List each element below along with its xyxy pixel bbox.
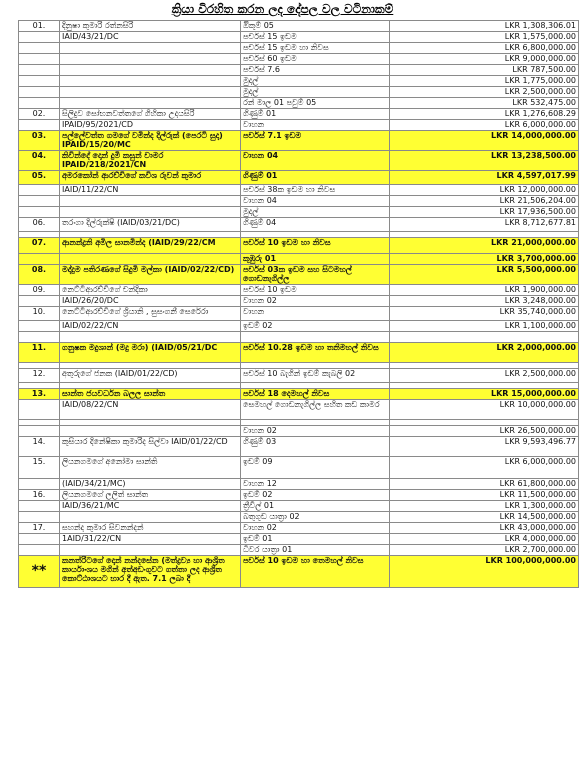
row-number: 17.: [19, 523, 60, 534]
asset-description: කුඹුරු 01: [241, 254, 390, 265]
table-row: [19, 556, 579, 588]
row-number: [19, 207, 60, 218]
row-number: [19, 501, 60, 512]
suspect-name: කිවින්දේ දොන් දුමි කසුන් චාමර IPAID/218/2021/CN: [60, 151, 241, 171]
suspect-name: ලියනගමගේ අනෝමා සාන්ති: [60, 457, 241, 479]
row-number: 07.: [19, 238, 60, 254]
asset-value: LKR 1,276,608.29: [390, 109, 579, 120]
table-row: [19, 21, 579, 32]
row-number: [19, 534, 60, 545]
asset-value: LKR 14,500,000.00: [390, 512, 579, 523]
asset-description: වාහන 04: [241, 151, 390, 171]
row-number: [19, 400, 60, 420]
asset-value: LKR 15,000,000.00: [390, 389, 579, 400]
table-row: [19, 534, 579, 545]
assets-table: [18, 20, 579, 588]
asset-value: LKR 14,000,000.00: [390, 131, 579, 151]
table-row: [19, 457, 579, 479]
asset-value: LKR 1,900,000.00: [390, 285, 579, 296]
row-number: 12.: [19, 369, 60, 383]
row-number: 14.: [19, 437, 60, 457]
suspect-name: [60, 87, 241, 98]
suspect-name: සහන්ද කුමාර සිවනන්දන්: [60, 523, 241, 534]
table-row: [19, 437, 579, 457]
asset-description: පර්චස් 10.28 ඉඩම හා තනිමහල් නිවස: [241, 343, 390, 363]
suspect-name: IAID/08/22/CN: [60, 400, 241, 420]
asset-description: වාහන 02: [241, 523, 390, 534]
asset-description: ගිණුම් 01: [241, 109, 390, 120]
asset-value: LKR 100,000,000.00: [390, 556, 579, 588]
table-row: [19, 218, 579, 232]
row-number: 11.: [19, 343, 60, 363]
suspect-name: නෙට්ටිආරච්චිගේ චන්දිකා: [60, 285, 241, 296]
suspect-name: [60, 43, 241, 54]
asset-value: LKR 17,936,500.00: [390, 207, 579, 218]
suspect-name: [60, 254, 241, 265]
asset-value: LKR 43,000,000.00: [390, 523, 579, 534]
asset-description: පර්චස් 18 දෙමහල් නිවස: [241, 389, 390, 400]
row-number: 15.: [19, 457, 60, 479]
suspect-name: IAID/26/20/DC: [60, 296, 241, 307]
row-number: [19, 98, 60, 109]
suspect-name: පල්ලේවත්ත ගමගේ වමින්ද දිල්රුක් (පෙරටි සුදා) IPAID/15/20/MC: [60, 131, 241, 151]
table-row: [19, 207, 579, 218]
asset-value: LKR 13,238,500.00: [390, 151, 579, 171]
asset-description: බතුගුඩ යාත්‍රා 02: [241, 512, 390, 523]
table-row: [19, 265, 579, 285]
asset-value: LKR 2,700,000.00: [390, 545, 579, 556]
suspect-name: [60, 196, 241, 207]
table-row: [19, 426, 579, 437]
table-row: [19, 343, 579, 363]
assets-table-body: [19, 21, 579, 588]
suspect-name: ලියනගමගේ ලලිත් සාන්ත: [60, 490, 241, 501]
asset-description: පර්චස් 03ක ඉඩම සහ සිටමහල් ගොඩනැගිල්ල: [241, 265, 390, 285]
table-row: [19, 196, 579, 207]
row-number: 03.: [19, 131, 60, 151]
asset-value: LKR 61,800,000.00: [390, 479, 579, 490]
asset-description: පර්චස් 7.6: [241, 65, 390, 76]
suspect-name: ආනන්ද්‍රනි අමිල සානමින්ද (IAID/29/22/CM: [60, 238, 241, 254]
table-row: [19, 131, 579, 151]
table-row: [19, 43, 579, 54]
asset-value: LKR 1,308,306.01: [390, 21, 579, 32]
suspect-name: IAID/36/21/MC: [60, 501, 241, 512]
suspect-name: [60, 332, 241, 343]
table-row: [19, 389, 579, 400]
row-number: 08.: [19, 265, 60, 285]
asset-description: පර්චස් 10 ඉඩම: [241, 285, 390, 296]
asset-value: [390, 332, 579, 343]
asset-description: පර්චස් 60 ඉඩම: [241, 54, 390, 65]
table-row: [19, 501, 579, 512]
table-row: [19, 109, 579, 120]
row-number: 02.: [19, 109, 60, 120]
suspect-name: නෙට්ටිආරච්චිගේ ශ්‍රියානි , සුසංගනී සෙරේරා: [60, 307, 241, 321]
asset-value: LKR 5,500,000.00: [390, 265, 579, 285]
asset-value: LKR 532,475.00: [390, 98, 579, 109]
asset-description: [241, 332, 390, 343]
row-number: 10.: [19, 307, 60, 321]
suspect-name: ගනුෂක මදුශාන් (මදු මරා) (IAID/05/21/DC: [60, 343, 241, 363]
asset-value: LKR 4,000,000.00: [390, 534, 579, 545]
asset-description: මුදල්: [241, 207, 390, 218]
suspect-name: අමරකෝන් ආරච්චිගේ කවිශ රුවන් කුමාර: [60, 171, 241, 185]
asset-description: ත්‍රීවීල් 01: [241, 501, 390, 512]
asset-value: LKR 6,800,000.00: [390, 43, 579, 54]
asset-description: ඉඩම් 02: [241, 321, 390, 332]
asset-description: පර්චස් 10 ඉඩම හා තෙමහල් නිවස: [241, 556, 390, 588]
row-number: 04.: [19, 151, 60, 171]
table-row: [19, 479, 579, 490]
asset-value: LKR 1,100,000.00: [390, 321, 579, 332]
table-row: [19, 332, 579, 343]
asset-description: ඉඩම් 02: [241, 490, 390, 501]
suspect-name: [60, 207, 241, 218]
suspect-name: කුසියාර දිනේෂිකා කුමාරිද සිල්වා IAID/01/22/CD: [60, 437, 241, 457]
asset-description: වාහන 04: [241, 196, 390, 207]
asset-value: LKR 35,740,000.00: [390, 307, 579, 321]
suspect-name: IAID/43/21/DC: [60, 32, 241, 43]
table-row: [19, 490, 579, 501]
asset-value: LKR 1,775,000.00: [390, 76, 579, 87]
table-row: [19, 285, 579, 296]
row-number: 16.: [19, 490, 60, 501]
suspect-name: [60, 98, 241, 109]
row-number: [19, 479, 60, 490]
table-row: [19, 523, 579, 534]
row-number: [19, 87, 60, 98]
row-number: [19, 426, 60, 437]
row-number: [19, 321, 60, 332]
asset-value: LKR 2,000,000.00: [390, 343, 579, 363]
asset-description: සෙමහල් ගොඩනැගිල්ල සහිත කඩ කාමර: [241, 400, 390, 420]
suspect-name: 1AID/31/22/CN: [60, 534, 241, 545]
table-row: [19, 321, 579, 332]
table-row: [19, 238, 579, 254]
suspect-name: IAID/02/22/CN: [60, 321, 241, 332]
row-number: [19, 120, 60, 131]
suspect-name: IPAID/95/2021/CD: [60, 120, 241, 131]
asset-value: LKR 21,000,000.00: [390, 238, 579, 254]
asset-value: LKR 2,500,000.00: [390, 369, 579, 383]
asset-value: LKR 787,500.00: [390, 65, 579, 76]
table-row: [19, 120, 579, 131]
row-number: [19, 65, 60, 76]
document-title: ක්‍රියා විරහිත කරන ලද දේපල වල වටිනාකම්: [171, 2, 394, 16]
asset-description: ගිණුම් 03: [241, 437, 390, 457]
asset-description: ගිණුම් 04: [241, 218, 390, 232]
table-row: [19, 254, 579, 265]
asset-description: පර්චස් 15 ඉඩම: [241, 32, 390, 43]
row-number: [19, 254, 60, 265]
asset-description: වාහන: [241, 307, 390, 321]
table-row: [19, 369, 579, 383]
table-row: [19, 54, 579, 65]
row-number: [19, 32, 60, 43]
suspect-name: (IAID/34/21/MC): [60, 479, 241, 490]
asset-value: LKR 8,712,677.81: [390, 218, 579, 232]
suspect-name: [60, 54, 241, 65]
asset-description: ගිණුම් 01: [241, 171, 390, 185]
table-row: [19, 65, 579, 76]
row-number: [19, 332, 60, 343]
suspect-name: [60, 76, 241, 87]
suspect-name: [60, 545, 241, 556]
asset-description: පර්චස් 15 ඉඩම හා නිවස: [241, 43, 390, 54]
table-row: [19, 512, 579, 523]
suspect-name: [60, 65, 241, 76]
asset-value: LKR 1,300,000.00: [390, 501, 579, 512]
suspect-name: කනත්රිටගේ දොන් නන්දසේන (මත්ද්‍රව්‍ය හා ආශ්‍රිත කාර්යාංශය මගින් අත්අඩංගුවට ගත්තා ලද ආශ්‍රිත කොට්ඨාශයට භාර දී ඇත. 7.1 ලබා දී: [60, 556, 241, 588]
asset-value: LKR 2,500,000.00: [390, 87, 579, 98]
table-row: [19, 87, 579, 98]
row-number: 06.: [19, 218, 60, 232]
asset-description: පර්චස් 38ක ඉඩම හා නිවස: [241, 185, 390, 196]
asset-value: LKR 3,248,000.00: [390, 296, 579, 307]
row-number: [19, 43, 60, 54]
asset-description: වාහන 12: [241, 479, 390, 490]
table-row: [19, 545, 579, 556]
suspect-name: දිනුෂා කුමාරි රත්නසිරි: [60, 21, 241, 32]
suspect-name: අතුරුගේ ජනක (IAID/01/22/CD): [60, 369, 241, 383]
row-number: [19, 196, 60, 207]
asset-value: LKR 6,000,000.00: [390, 120, 579, 131]
asset-value: LKR 4,597,017.99: [390, 171, 579, 185]
row-number: 01.: [19, 21, 60, 32]
asset-value: LKR 11,500,000.00: [390, 490, 579, 501]
asset-value: LKR 12,000,000.00: [390, 185, 579, 196]
row-number: [19, 54, 60, 65]
asset-value: LKR 21,506,204.00: [390, 196, 579, 207]
row-number: [19, 76, 60, 87]
table-row: [19, 185, 579, 196]
row-number: 09.: [19, 285, 60, 296]
table-row: [19, 296, 579, 307]
asset-value: LKR 6,000,000.00: [390, 457, 579, 479]
suspect-name: සිලිදුව සෝභනවත්තගේ ගිහිකා උදයසිරි: [60, 109, 241, 120]
table-row: [19, 32, 579, 43]
row-number: [19, 185, 60, 196]
table-row: [19, 151, 579, 171]
asset-description: වාහන 02: [241, 296, 390, 307]
suspect-name: [60, 426, 241, 437]
row-number: [19, 296, 60, 307]
asset-description: මුදල්: [241, 87, 390, 98]
asset-value: LKR 9,593,496.77: [390, 437, 579, 457]
suspect-name: සාන්ත ජයවර්ධන බලල සාන්ත: [60, 389, 241, 400]
suspect-name: [60, 512, 241, 523]
row-number: [19, 512, 60, 523]
asset-description: මුදල්: [241, 76, 390, 87]
row-number: [19, 545, 60, 556]
asset-description: පර්චස් 10 බැගින් ඉඩම් කැබලි 02: [241, 369, 390, 383]
asset-description: ඉඩම් 01: [241, 534, 390, 545]
table-row: [19, 98, 579, 109]
asset-description: පර්චස් 10 ඉඩම හා නිවස: [241, 238, 390, 254]
row-number: 05.: [19, 171, 60, 185]
suspect-name: තරංගා දිල්රුක්ෂි (IAID/03/21/DC): [60, 218, 241, 232]
suspect-name: මද්දුම පතිරණගේ සිදුමි මල්කා (IAID/02/22/CD): [60, 265, 241, 285]
suspect-name: IAID/11/22/CN: [60, 185, 241, 196]
asset-description: ධීවර යාත්‍රා 01: [241, 545, 390, 556]
asset-description: රන් මාල 01 පවුම් 05: [241, 98, 390, 109]
table-row: [19, 307, 579, 321]
asset-description: වාහන 02: [241, 426, 390, 437]
asset-description: ඔිකුම් 05: [241, 21, 390, 32]
asset-value: LKR 3,700,000.00: [390, 254, 579, 265]
table-row: [19, 171, 579, 185]
asset-description: පර්චස් 7.1 ඉඩම: [241, 131, 390, 151]
asset-description: ඉඩම් 09: [241, 457, 390, 479]
asset-value: LKR 10,000,000.00: [390, 400, 579, 420]
asset-value: LKR 9,000,000.00: [390, 54, 579, 65]
table-row: [19, 400, 579, 420]
row-number: **: [19, 556, 60, 588]
asset-description: වාහන: [241, 120, 390, 131]
table-row: [19, 76, 579, 87]
asset-value: LKR 26,500,000.00: [390, 426, 579, 437]
row-number: 13.: [19, 389, 60, 400]
asset-value: LKR 1,575,000.00: [390, 32, 579, 43]
